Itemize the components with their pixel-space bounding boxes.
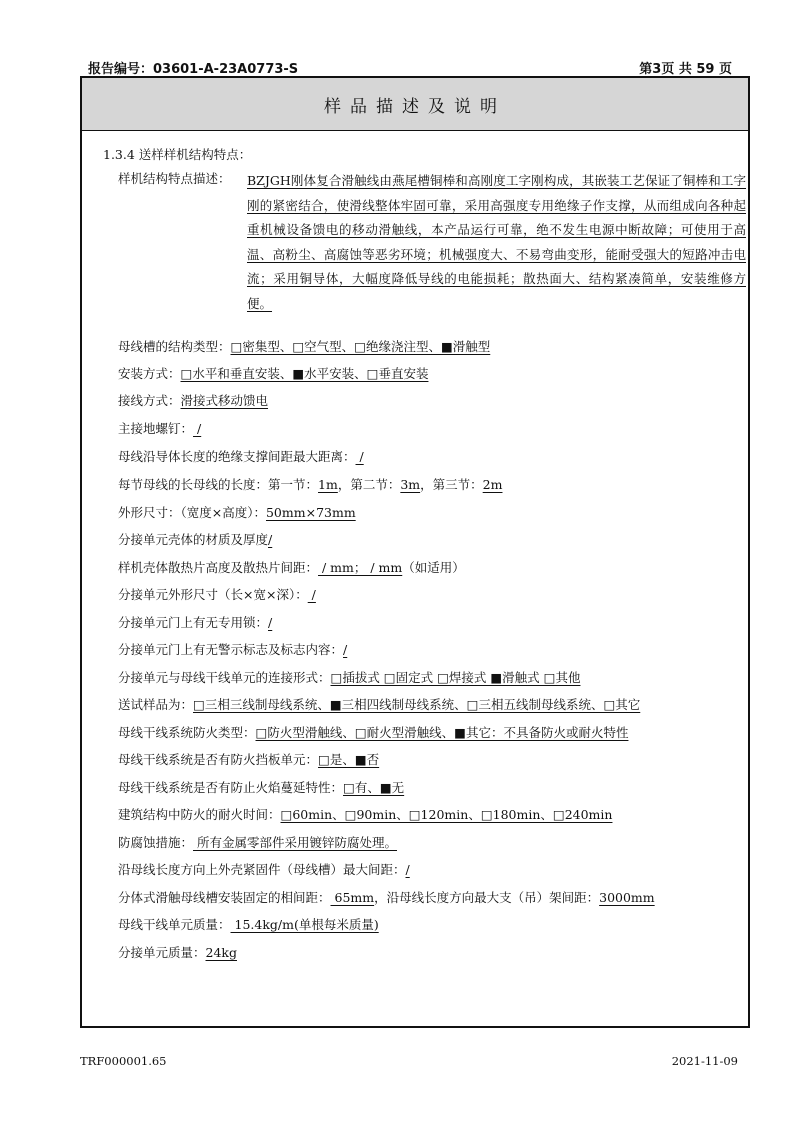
field-value: 50mm×73mm bbox=[265, 505, 356, 520]
field-fastener-spacing bbox=[118, 862, 410, 878]
issue-date: 2021-11-09 bbox=[671, 1054, 738, 1068]
field-value: / mm； / mm bbox=[318, 560, 403, 575]
field-value-2: 3000mm bbox=[599, 890, 655, 905]
field-value: / bbox=[307, 587, 316, 602]
field-label: 接线方式： bbox=[118, 393, 181, 408]
field-support-spacing bbox=[118, 449, 364, 465]
field-warning-sign bbox=[118, 642, 347, 658]
field-value: / bbox=[268, 532, 273, 547]
field-wiring-method bbox=[118, 393, 268, 409]
field-label: 母线槽的结构类型： bbox=[118, 339, 231, 354]
field-sample-system bbox=[118, 697, 640, 713]
section-number: 1.3.4 送样样机结构特点： bbox=[103, 147, 252, 162]
report-number: 报告编号：03601-A-23A0773-S bbox=[88, 62, 299, 77]
field-label: 样机壳体散热片高度及散热片间距： bbox=[118, 560, 319, 575]
field-flame-spread bbox=[118, 780, 404, 796]
field-label: 建筑结构中防火的耐火时间： bbox=[118, 807, 281, 822]
field-value: □是、■否 bbox=[318, 752, 380, 767]
field-fire-resistance-time bbox=[118, 807, 612, 823]
field-label: 防腐蚀措施： bbox=[118, 835, 194, 850]
field-housing-material bbox=[118, 532, 272, 548]
field-connection-form bbox=[118, 670, 580, 686]
field-value: / bbox=[193, 421, 202, 436]
field-value: □防火型滑触线、□耐火型滑触线、■其它：不具备防火或耐火特性 bbox=[255, 725, 629, 740]
field-value: □水平和垂直安装、■水平安装、□垂直安装 bbox=[180, 366, 429, 381]
field-label: 主接地螺钉： bbox=[118, 421, 194, 436]
field-label: 分接单元质量： bbox=[118, 945, 206, 960]
field-value: / bbox=[268, 615, 273, 630]
field-label: 每节母线的长母线的长度：第一节： bbox=[118, 477, 319, 492]
form-code: TRF000001.65 bbox=[80, 1054, 167, 1068]
field-value: 24kg bbox=[205, 945, 237, 960]
field-value: □插拔式 □固定式 □焊接式 ■滑触式 □其他 bbox=[330, 670, 581, 685]
field-value: 1m bbox=[318, 477, 338, 492]
page-info: 第3页 共 59 页 bbox=[639, 62, 732, 77]
field-label: 分接单元门上有无专用锁： bbox=[118, 615, 269, 630]
field-label: 母线沿导体长度的绝缘支撑间距最大距离： bbox=[118, 449, 356, 464]
field-grounding-screw bbox=[118, 421, 201, 437]
field-value: / bbox=[343, 642, 348, 657]
field-install-method bbox=[118, 366, 428, 382]
field-value: □密集型、□空气型、□绝缘浇注型、■滑触型 bbox=[230, 339, 491, 354]
field-tap-unit-dimensions bbox=[118, 587, 316, 603]
field-value: 15.4kg/m(单根每米质量) bbox=[230, 917, 379, 932]
field-fire-type bbox=[118, 725, 628, 741]
field-value: □有、■无 bbox=[343, 780, 405, 795]
field-phase-spacing bbox=[118, 890, 655, 906]
field-value: □三相三线制母线系统、■三相四线制母线系统、□三相五线制母线系统、□其它 bbox=[193, 697, 641, 712]
field-busway-type bbox=[118, 339, 490, 355]
field-label: 母线干线系统是否有防止火焰蔓延特性： bbox=[118, 780, 344, 795]
field-label: 安装方式： bbox=[118, 366, 181, 381]
field-label: 分接单元门上有无警示标志及标志内容： bbox=[118, 642, 344, 657]
field-label: 分接单元外形尺寸（长×宽×深）： bbox=[118, 587, 308, 602]
section-title-band bbox=[82, 78, 748, 131]
field-label: 送试样品为： bbox=[118, 697, 194, 712]
field-suffix: （如适用） bbox=[402, 560, 465, 575]
section-title: 样品描述及说明 bbox=[324, 96, 506, 117]
description-text: BZJGH刚体复合滑触线由燕尾槽铜棒和高刚度工字刚构成，其嵌装工艺保证了铜棒和工字刚的紧密结合，使滑线整体牢固可靠，采用高强度专用绝缘子作支撑，从而组成向各种起重机械设备馈电的移动滑触线，本产品运行可靠，绝不发生电源中断故障；可使用于高温、高粉尘、高腐蚀等恶劣环境；机械强度大、不易弯曲变形，能耐受强大的短路冲击电流；采用铜导体，大幅度降低导线的电能损耗；散热面大、结构紧凑简单，安装维修方便。 bbox=[247, 173, 746, 311]
field-label: 外形尺寸：（宽度×高度）： bbox=[118, 505, 266, 520]
field-value: 65mm bbox=[330, 890, 375, 905]
field-tap-unit-mass bbox=[118, 945, 237, 961]
report-frame bbox=[80, 76, 750, 1028]
field-label: 分接单元与母线干线单元的连接形式： bbox=[118, 670, 331, 685]
field-door-lock bbox=[118, 615, 272, 631]
field-trunk-mass bbox=[118, 917, 379, 933]
field-section-lengths bbox=[118, 477, 502, 493]
field-label: 母线干线系统是否有防火挡板单元： bbox=[118, 752, 319, 767]
field-value-3: 2m bbox=[482, 477, 503, 492]
field-heatsink bbox=[118, 560, 465, 576]
field-value: 所有金属零部件采用镀锌防腐处理。 bbox=[193, 835, 397, 850]
field-anticorrosion bbox=[118, 835, 397, 851]
field-value-2: 3m bbox=[400, 477, 421, 492]
field-value: / bbox=[355, 449, 364, 464]
field-value: 滑接式移动馈电 bbox=[180, 393, 269, 408]
field-value: / bbox=[405, 862, 410, 877]
field-label: 母线干线单元质量： bbox=[118, 917, 231, 932]
field-fire-barrier bbox=[118, 752, 379, 768]
field-value: □60min、□90min、□120min、□180min、□240min bbox=[280, 807, 613, 822]
description-label: 样机结构特点描述： bbox=[118, 171, 231, 186]
field-label-2: ，第二节： bbox=[337, 477, 401, 492]
field-label-3: ，第三节： bbox=[420, 477, 483, 492]
field-label-2: ，沿母线长度方向最大支（吊）架间距： bbox=[374, 890, 600, 905]
field-label: 母线干线系统防火类型： bbox=[118, 725, 256, 740]
field-label: 分接单元壳体的材质及厚度 bbox=[118, 532, 269, 547]
field-dimensions bbox=[118, 505, 356, 521]
field-label: 沿母线长度方向上外壳紧固件（母线槽）最大间距： bbox=[118, 862, 406, 877]
field-label: 分体式滑触母线槽安装固定的相间距： bbox=[118, 890, 331, 905]
